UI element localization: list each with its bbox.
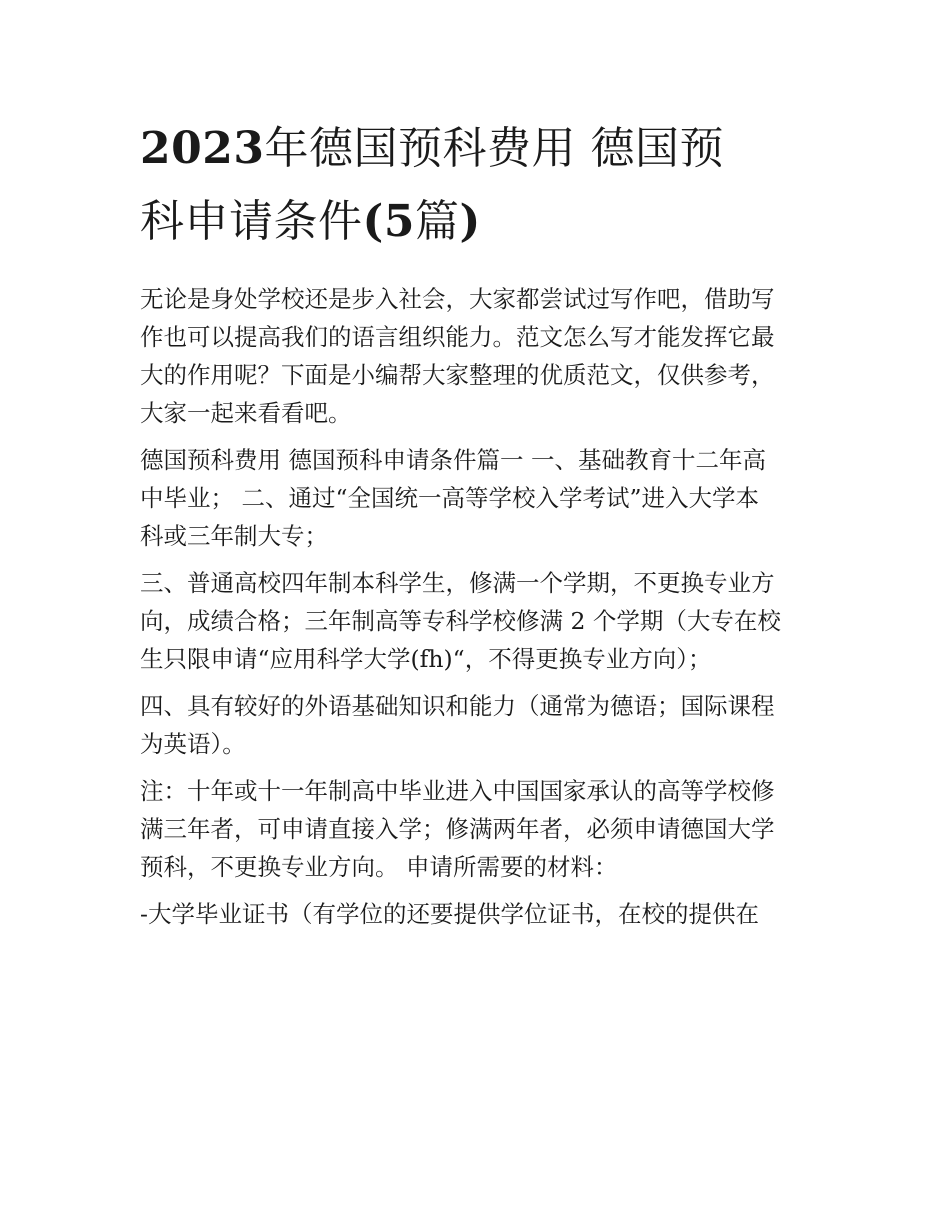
paragraph-line: 向，成绩合格；三年制高等专科学校修满 2 个学期（大专在校	[140, 607, 781, 635]
document-title	[140, 112, 820, 258]
paragraph-item-three	[140, 564, 820, 678]
paragraph-line: 大的作用呢？下面是小编帮大家整理的优质范文，仅供参考，	[140, 361, 775, 389]
paragraph-line: 无论是身处学校还是步入社会，大家都尝试过写作吧，借助写	[140, 285, 775, 313]
title-unit: 篇	[414, 196, 460, 247]
paragraph-materials	[140, 895, 820, 933]
document-body	[140, 280, 820, 933]
paragraph-section-one	[140, 441, 820, 555]
paragraph-line: 满三年者，可申请直接入学；修满两年者，必须申请德国大学	[140, 815, 775, 843]
paragraph-line: 为英语）。	[140, 730, 246, 758]
paragraph-line: 科或三年制大专；	[140, 522, 328, 550]
paragraph-intro	[140, 280, 820, 432]
title-line1: 年德国预科费用 德国预	[264, 123, 724, 174]
paragraph-line: 作也可以提高我们的语言组织能力。范文怎么写才能发挥它最	[140, 323, 775, 351]
title-line2: 科申请条件	[140, 196, 363, 247]
document-page	[140, 112, 820, 942]
title-year: 2023	[140, 123, 265, 174]
paragraph-item-four	[140, 687, 820, 763]
paragraph-line: 预科，不更换专业方向。 申请所需要的材料：	[140, 853, 618, 881]
paragraph-line: 四、具有较好的外语基础知识和能力（通常为德语；国际课程	[140, 692, 775, 720]
paragraph-line: 注：十年或十一年制高中毕业进入中国国家承认的高等学校修	[140, 777, 775, 805]
paragraph-line: 三、普通高校四年制本科学生，修满一个学期，不更换专业方	[140, 569, 775, 597]
paragraph-line: 德国预科费用 德国预科申请条件篇一 一、基础教育十二年高	[140, 446, 766, 474]
title-close: )	[459, 196, 481, 247]
paragraph-note	[140, 772, 820, 886]
paragraph-line: 大家一起来看看吧。	[140, 399, 352, 427]
paragraph-line: 中毕业； 二、通过“全国统一高等学校入学考试”进入大学本	[140, 484, 759, 512]
title-count: (5	[362, 196, 415, 247]
paragraph-line: -大学毕业证书（有学位的还要提供学位证书，在校的提供在	[140, 900, 759, 928]
paragraph-line: 生只限申请“应用科学大学(fh)“，不得更换专业方向）；	[140, 645, 712, 673]
